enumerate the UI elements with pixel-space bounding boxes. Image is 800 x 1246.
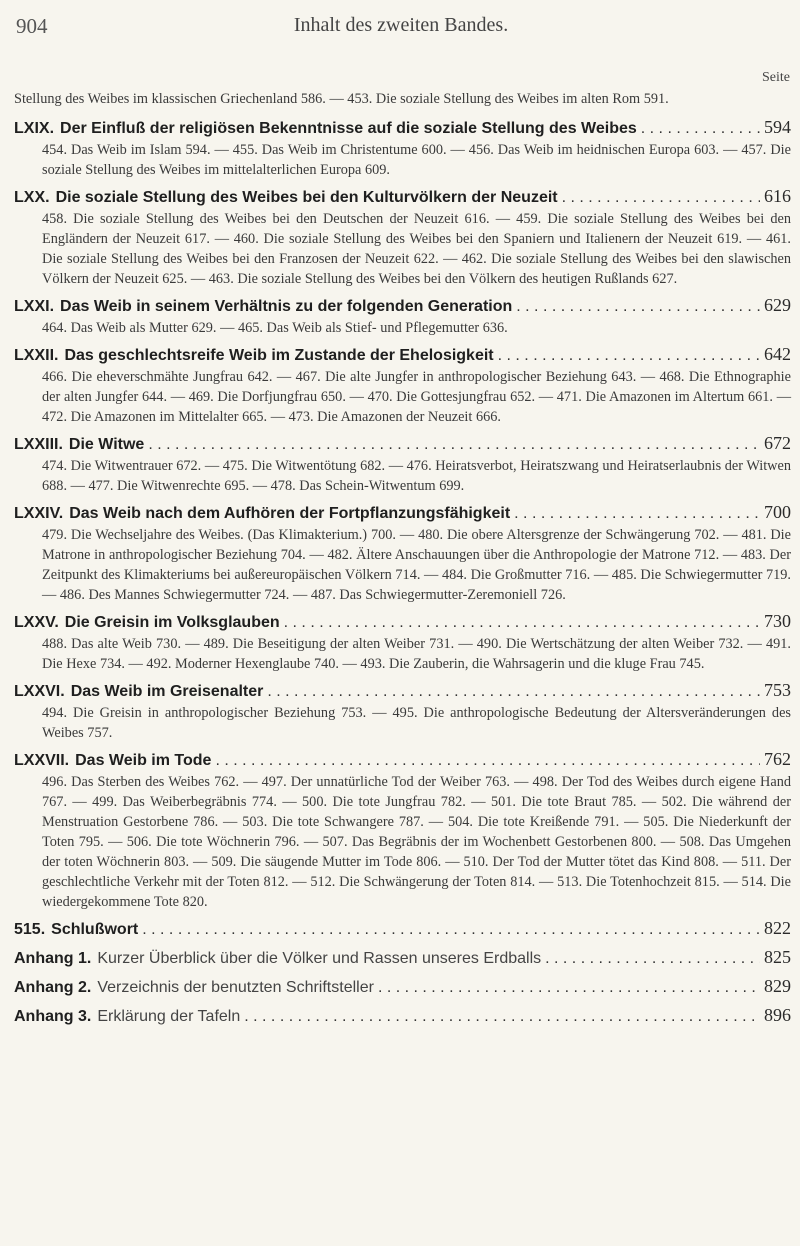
leader-dots bbox=[514, 503, 760, 525]
chapter-entry bbox=[14, 501, 791, 605]
chapter-heading-row bbox=[14, 185, 791, 209]
chapter-title: Die soziale Stellung des Weibes bei den Kulturvölkern der Neuzeit bbox=[55, 189, 558, 206]
leader-dots bbox=[142, 919, 760, 941]
chapter-heading bbox=[14, 919, 138, 941]
leader-dots bbox=[545, 948, 760, 970]
chapter-number: Anhang 2. bbox=[14, 979, 92, 996]
leader-dots bbox=[215, 750, 760, 772]
chapter-section-list: 494. Die Greisin in anthropologischer Beziehung 753. — 495. Die anthropologische Bedeutung der Altersveränderungen des Weibes 757. bbox=[42, 705, 791, 741]
chapter-entry bbox=[14, 294, 791, 338]
table-of-contents bbox=[14, 89, 791, 1033]
chapter-number: Anhang 3. bbox=[14, 1008, 92, 1025]
chapter-page-number: 700 bbox=[764, 502, 791, 522]
leader-dots bbox=[498, 345, 760, 367]
chapter-entry bbox=[14, 185, 791, 289]
chapter-heading bbox=[14, 503, 510, 525]
chapter-list bbox=[14, 116, 791, 1028]
chapter-section-list: 464. Das Weib als Mutter 629. — 465. Das Weib als Stief- und Pflegemutter 636. bbox=[42, 320, 508, 336]
chapter-page-number: 629 bbox=[764, 295, 791, 315]
chapter-number: LXIX. bbox=[14, 120, 55, 137]
chapter-page-number: 594 bbox=[764, 117, 791, 137]
chapter-entry bbox=[14, 343, 791, 427]
chapter-number: LXXVII. bbox=[14, 752, 70, 769]
chapter-heading bbox=[14, 345, 494, 367]
chapter-heading bbox=[14, 750, 211, 772]
chapter-section-list: 496. Das Sterben des Weibes 762. — 497. Der unnatürliche Tod der Weiber 763. — 498. Der Tod des Weibes durch eigene Hand 767. — 499. Das Weiberbegräbnis 774. — 500. Die tote Jungfrau 782. — 501. Die tote Braut 785. — 502. Die während der Menstruation Gestorbene 786. — 503. Die tote Schwangere 787. — 504. Die tote Kreißende 791. — 505. Die Niederkunft der Toten 795. — 506. Die tote Wöchnerin 796. — 507. Das Begräbnis der im Wochenbett Gestorbenen 800. — 508. Das Umgehen der toten Wöchnerin 803. — 509. Die säugende Mutter im Tode 806. — 510. Der Tod der Mutter tötet das Kind 808. — 511. Der geschlechtliche Verkehr mit der Toten 812. — 512. Die Schwängerung der Toten 814. — 513. Die Totenhochzeit 815. — 514. Die wiedergekommene Tote 820. bbox=[42, 774, 791, 910]
chapter-heading-row bbox=[14, 1004, 791, 1028]
chapter-heading-row bbox=[14, 343, 791, 367]
chapter-heading-row bbox=[14, 432, 791, 456]
chapter-section-list: 454. Das Weib im Islam 594. — 455. Das Weib im Christentume 600. — 456. Das Weib im heidnischen Europa 603. — 457. Die soziale Stellung des Weibes im mittelalterlichen Europa 609. bbox=[42, 142, 791, 178]
chapter-entry bbox=[14, 946, 791, 970]
chapter-number: LXXIV. bbox=[14, 505, 64, 522]
leader-dots bbox=[562, 187, 760, 209]
seite-column-label: Seite bbox=[762, 70, 790, 85]
chapter-heading-row bbox=[14, 679, 791, 703]
chapter-title: Die Witwe bbox=[68, 436, 145, 453]
leader-dots bbox=[244, 1006, 760, 1028]
chapter-number: LXXI. bbox=[14, 298, 55, 315]
chapter-heading bbox=[14, 612, 280, 634]
chapter-title: Das Weib im Greisenalter bbox=[70, 683, 264, 700]
chapter-title: Das Weib in seinem Verhältnis zu der folgenden Generation bbox=[60, 298, 513, 315]
chapter-number: Anhang 1. bbox=[14, 950, 92, 967]
leader-dots bbox=[284, 612, 760, 634]
leader-dots bbox=[378, 977, 760, 999]
page-header bbox=[12, 0, 790, 90]
leader-dots bbox=[267, 681, 760, 703]
chapter-page-number: 730 bbox=[764, 611, 791, 631]
chapter-page-number: 825 bbox=[764, 947, 791, 967]
chapter-entry bbox=[14, 1004, 791, 1028]
chapter-title: Die Greisin im Volksglauben bbox=[64, 614, 280, 631]
chapter-entry bbox=[14, 116, 791, 180]
chapter-section-list: 488. Das alte Weib 730. — 489. Die Beseitigung der alten Weiber 731. — 490. Die Wertschätzung der alten Weiber 732. — 491. Die Hexe 734. — 492. Moderner Hexenglaube 740. — 493. Die Zauberin, die Wahrsagerin und die kluge Frau 745. bbox=[42, 636, 791, 672]
chapter-page-number: 762 bbox=[764, 749, 791, 769]
chapter-heading-row bbox=[14, 294, 791, 318]
leader-dots bbox=[641, 118, 760, 140]
chapter-heading bbox=[14, 296, 512, 318]
chapter-heading-row bbox=[14, 748, 791, 772]
chapter-number: LXXVI. bbox=[14, 683, 65, 700]
chapter-heading-row bbox=[14, 975, 791, 999]
leader-dots bbox=[516, 296, 760, 318]
chapter-number: LXXII. bbox=[14, 347, 59, 364]
chapter-page-number: 829 bbox=[764, 976, 791, 996]
chapter-title: Das Weib nach dem Aufhören der Fortpflanzungsfähigkeit bbox=[69, 505, 511, 522]
chapter-heading-row bbox=[14, 116, 791, 140]
chapter-page-number: 616 bbox=[764, 186, 791, 206]
chapter-heading bbox=[14, 434, 144, 456]
chapter-section-list: 479. Die Wechseljahre des Weibes. (Das Klimakterium.) 700. — 480. Die obere Altersgrenze der Schwängerung 702. — 481. Die Matrone in anthropologischer Beziehung 704. — 482. Ältere Anschauungen über die Anthropologie der Matrone 712. — 483. Der Zeitpunkt des Klimakteriums bei außereuropäischen Völkern 714. — 484. Die Großmutter 716. — 485. Die Schwiegermutter 719. — 486. Des Mannes Schwiegermutter 724. — 487. Das Schwiegermutter-Zeremoniell 726. bbox=[42, 527, 791, 603]
chapter-heading bbox=[14, 1006, 240, 1028]
appendix-title: Kurzer Überblick über die Völker und Rassen unseres Erdballs bbox=[97, 950, 542, 967]
chapter-number: 515. bbox=[14, 921, 46, 938]
chapter-number: LXX. bbox=[14, 189, 50, 206]
chapter-page-number: 642 bbox=[764, 344, 791, 364]
chapter-title: Das Weib im Tode bbox=[75, 752, 212, 769]
chapter-heading bbox=[14, 948, 541, 970]
chapter-heading bbox=[14, 118, 637, 140]
chapter-heading-row bbox=[14, 610, 791, 634]
chapter-heading-row bbox=[14, 501, 791, 525]
continued-entry-text: Stellung des Weibes im klassischen Griechenland 586. — 453. Die soziale Stellung des Weibes im alten Rom 591. bbox=[14, 91, 669, 107]
chapter-page-number: 896 bbox=[764, 1005, 791, 1025]
chapter-section-list: 466. Die eheverschmähte Jungfrau 642. — 467. Die alte Jungfer in anthropologischer Beziehung 643. — 468. Die Ethnographie der alten Jungfer 644. — 469. Die Dorfjungfrau 650. — 470. Die Gottesjungfrau 652. — 471. Die Amazonen im Altertum 661. — 472. Die Amazonen im Mittelalter 665. — 473. Die Amazonen der Neuzeit 666. bbox=[42, 369, 791, 425]
chapter-title: Der Einfluß der religiösen Bekenntnisse auf die soziale Stellung des Weibes bbox=[60, 120, 637, 137]
chapter-entry bbox=[14, 679, 791, 743]
chapter-entry bbox=[14, 975, 791, 999]
chapter-section-list: 474. Die Witwentrauer 672. — 475. Die Witwentötung 682. — 476. Heiratsverbot, Heiratszwang und Heiratserlaubnis der Witwen 688. — 477. Die Witwenrechte 695. — 478. Das Schein-Witwentum 699. bbox=[42, 458, 791, 494]
chapter-number: LXXIII. bbox=[14, 436, 63, 453]
appendix-title: Verzeichnis der benutzten Schriftsteller bbox=[97, 979, 374, 996]
chapter-heading bbox=[14, 187, 558, 209]
chapter-entry bbox=[14, 610, 791, 674]
chapter-heading-row bbox=[14, 917, 791, 941]
chapter-heading-row bbox=[14, 946, 791, 970]
chapter-entry bbox=[14, 432, 791, 496]
running-title: Inhalt des zweiten Bandes. bbox=[293, 14, 509, 36]
leader-dots bbox=[148, 434, 760, 456]
chapter-section-list: 458. Die soziale Stellung des Weibes bei den Deutschen der Neuzeit 616. — 459. Die soziale Stellung des Weibes bei den Engländern der Neuzeit 617. — 460. Die soziale Stellung des Weibes bei den Spaniern und Italienern der Neuzeit 619. — 461. Die soziale Stellung des Weibes bei den Franzosen der Neuzeit 622. — 462. Die soziale Stellung des Weibes bei den slawischen Völkern der Neuzeit 625. — 463. Die soziale Stellung des Weibes bei den Völkern des heutigen Rußlands 627. bbox=[42, 211, 791, 287]
page-number: 904 bbox=[16, 14, 48, 38]
chapter-heading bbox=[14, 977, 374, 999]
chapter-heading bbox=[14, 681, 263, 703]
chapter-entry bbox=[14, 917, 791, 941]
chapter-title: Das geschlechtsreife Weib im Zustande der Ehelosigkeit bbox=[64, 347, 494, 364]
chapter-page-number: 672 bbox=[764, 433, 791, 453]
chapter-number: LXXV. bbox=[14, 614, 59, 631]
chapter-entry bbox=[14, 748, 791, 912]
appendix-title: Erklärung der Tafeln bbox=[97, 1008, 241, 1025]
chapter-page-number: 822 bbox=[764, 918, 791, 938]
chapter-title: Schlußwort bbox=[51, 921, 139, 938]
chapter-page-number: 753 bbox=[764, 680, 791, 700]
